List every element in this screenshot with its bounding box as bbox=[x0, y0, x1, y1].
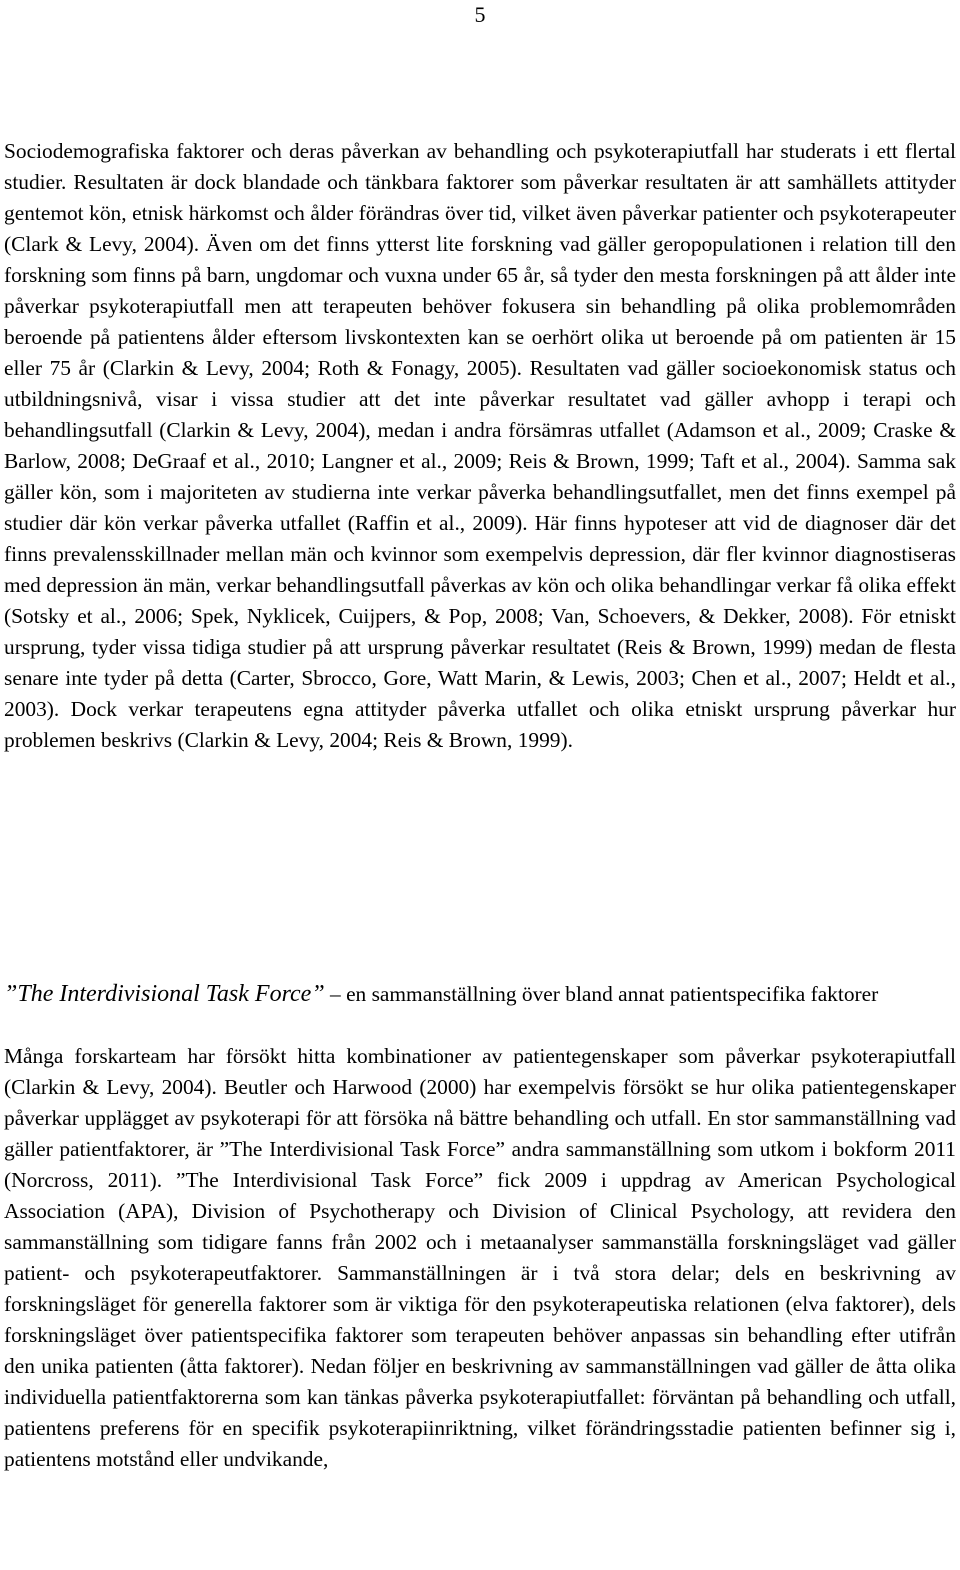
section-heading-title: ”The Interdivisional Task Force” bbox=[4, 981, 325, 1007]
body-paragraph-sociodemographic: Sociodemografiska faktorer och deras påverkan av behandling och psykoterapiutfall har studerats i ett flertal studier. Resultaten är dock blandade och tänkbara faktorer som påverkar resultaten är att samhällets attityder gentemot kön, etnisk härkomst och ålder förändras över tid, vilket även påverkar patienter och psykoterapeuter (Clark & Levy, 2004). Även om det finns ytterst lite forskning vad gäller geropopulationen i relation till den forskning som finns på barn, ungdomar och vuxna under 65 år, så tyder den mesta forskningen på att ålder inte påverkar psykoterapiutfall men att terapeuten behöver fokusera sin behandling på olika problemområden beroende på patientens ålder eftersom livskontexten kan se oerhört olika ut beroende på om patienten är 15 eller 75 år (Clarkin & Levy, 2004; Roth & Fonagy, 2005). Resultaten vad gäller socioekonomisk status och utbildningsnivå, visar i vissa studier att det inte påverkar resultatet vad gäller avhopp i terapi och behandlingsutfall (Clarkin & Levy, 2004), medan i andra försämras utfallet (Adamson et al., 2009; Craske & Barlow, 2008; DeGraaf et al., 2010; Langner et al., 2009; Reis & Brown, 1999; Taft et al., 2004). Samma sak gäller kön, som i majoriteten av studierna inte verkar påverka behandlingsutfallet, men det finns exempel på studier där kön verkar påverka utfallet (Raffin et al., 2009). Här finns hypoteser att vid de diagnoser där det finns prevalensskillnader mellan män och kvinnor som exempelvis depression, där fler kvinnor diagnostiseras med depression än män, verkar behandlingsutfall påverkas av kön och olika behandlingar verkar få olika effekt (Sotsky et al., 2006; Spek, Nyklicek, Cuijpers, & Pop, 2008; Van, Schoevers, & Dekker, 2008). För etniskt ursprung, tyder vissa tidiga studier på att ursprung påverkar resultatet (Reis & Brown, 1999) medan de flesta senare inte tyder på detta (Carter, Sbrocco, Gore, Watt Marin, & Lewis, 2003; Chen et al., 2007; Heldt et al., 2003). Dock verkar terapeutens egna attityder påverka utfallet och olika etniskt ursprung påverkar hur problemen beskrivs (Clarkin & Levy, 2004; Reis & Brown, 1999). bbox=[4, 139, 956, 752]
body-paragraph-task-force: Många forskarteam har försökt hitta kombinationer av patientegenskaper som påverkar psykoterapiutfall (Clarkin & Levy, 2004). Beutler och Harwood (2000) har exempelvis försökt se hur olika patientegenskaper påverkar upplägget av psykoterapi för att försöka nå bättre behandling och utfall. En stor sammanställning vad gäller patientfaktorer, är ”The Interdivisional Task Force” andra sammanställning som utkom i bokform 2011 (Norcross, 2011). ”The Interdivisional Task Force” fick 2009 i uppdrag av American Psychological Association (APA), Division of Psychotherapy och Division of Clinical Psychology, att revidera den sammanställning som tidigare fanns från 2002 och i metaanalyser sammanställa forskningsläget vad gäller patient- och psykoterapeutfaktorer. Sammanställningen är i två stora delar; dels en beskrivning av forskningsläget för generella faktorer som är viktiga för den psykoterapeutiska relationen (elva faktorer), dels forskningsläget över patientspecifika faktorer som terapeuten behöver anpassas sin behandling efter utifrån den unika patienten (åtta faktorer). Nedan följer en beskrivning av sammanställningen vad gäller de åtta olika individuella patientfaktorerna som kan tänkas påverka psykoterapiutfallet: förväntan på behandling och utfall, patientens preferens för en specifik psykoterapiinriktning, vilket förändringsstadie patienten befinner sig i, patientens motstånd eller undvikande, bbox=[4, 1044, 956, 1471]
section-heading bbox=[4, 979, 956, 1010]
page-number: 5 bbox=[474, 2, 486, 27]
section-heading-subtitle: – en sammanställning över bland annat patientspecifika faktorer bbox=[324, 982, 879, 1006]
